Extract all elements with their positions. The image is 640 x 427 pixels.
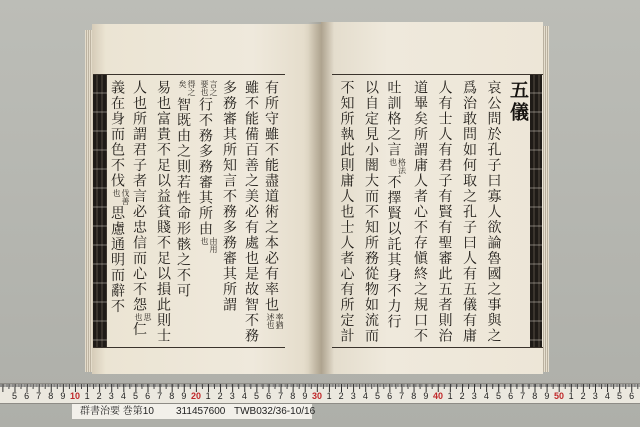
main-text: 有所守雖不能盡道術之本必有率也 [263,80,279,313]
ruler-label: 9 [544,391,550,401]
left-page-text [108,80,284,344]
ruler-label: 8 [411,391,417,401]
ruler-label: 7 [157,391,163,401]
interlinear-note: 格法也 [388,157,407,174]
main-text: 哀公問於孔子曰寡人欲論魯國之事與之 [485,80,502,344]
ruler-label: 5 [374,391,381,401]
ruler-label: 1 [568,391,574,401]
ruler-label: 9 [181,391,187,401]
measuring-ruler [0,383,640,404]
interlinear-note: 率猶述也 [266,312,284,329]
ruler-label: 4 [604,391,610,401]
ruler-label: 5 [11,391,18,401]
ruler-label: 10 [69,391,81,401]
text-column [431,80,456,344]
main-text: 不擇賢以託其身不力行 [385,174,402,330]
ruler-label: 2 [96,391,102,401]
main-text: 雖不能備百善之美必有處也是故智不務 [243,80,259,344]
text-column [240,80,262,344]
ruler-label: 4 [483,391,489,401]
text-column [152,80,174,344]
text-column [333,80,358,344]
section-heading-column [505,80,530,344]
text-column [108,80,130,344]
main-text: 人也所謂君子者言必忠信而心不怨 [131,80,147,313]
ruler-label: 3 [471,391,477,401]
text-column [130,80,152,344]
ruler-label: 1 [447,391,453,401]
ruler-label: 6 [145,391,151,401]
ruler-label: 7 [36,391,42,401]
main-text: 行不務多務審其所由 [197,97,213,237]
interlinear-note: 言之要也 [200,80,218,96]
label-title: 群書治要 巻第10 [80,406,154,417]
ruler-label: 50 [553,391,565,401]
ruler-label: 2 [459,391,465,401]
ruler-label: 4 [241,391,247,401]
label-code: TWB032/36-10/16 [234,406,316,417]
text-column [358,80,383,344]
ruler-label: 3 [108,391,114,401]
ruler-label: 20 [190,391,202,401]
ruler-label: 6 [387,391,393,401]
main-text: 義在身而色不伐 [109,80,125,189]
interlinear-note: 得之矣 [178,80,196,96]
left-fold-strip [93,75,107,347]
book-gutter-shadow [308,22,334,374]
ruler-label: 2 [580,391,586,401]
main-text: 思慮通明而辭不 [109,205,125,314]
ruler-label: 40 [432,391,444,401]
ruler-label: 2 [217,391,223,401]
ruler-label: 7 [278,391,284,401]
right-page-text [333,80,529,344]
ruler-label: 8 [169,391,175,401]
interlinear-note: 由用也 [200,236,218,253]
main-text: 人有士人有君子有賢有聖審此五者則治 [436,80,453,344]
ruler-label: 3 [229,391,235,401]
ruler-label: 1 [326,391,332,401]
main-text: 易也富貴不足以益貧賤不足以損此則士 [155,80,171,344]
main-text: 不知所執此則庸人也士人者心有所定計 [338,80,355,344]
ruler-label: 3 [350,391,356,401]
ruler-label: 9 [302,391,308,401]
ruler-label: 9 [423,391,429,401]
text-column [196,80,218,344]
ruler-label: 4 [362,391,368,401]
main-text: 道畢矣所謂庸人者心不存愼終之規口不 [412,80,428,344]
main-text: 以自定見小闇大而不知所務從物如流而 [363,80,379,344]
ruler-label: 5 [253,391,260,401]
ruler-label: 2 [338,391,344,401]
text-column [456,80,481,344]
text-column [480,80,505,344]
ruler-label: 4 [120,391,126,401]
section-heading: 五儀 [507,80,529,124]
text-column [262,80,284,344]
ruler-label: 5 [495,391,502,401]
ruler-label: 9 [60,391,66,401]
text-column [174,80,196,344]
main-text: 爲治敢問如何取之孔子曰人有五儀有庸 [461,80,477,344]
ruler-label: 6 [24,391,30,401]
ruler-label: 7 [520,391,526,401]
interlinear-note: 思也 [134,312,152,321]
text-column [218,80,240,344]
main-text: 仁 [131,321,147,337]
ruler-label: 6 [508,391,514,401]
interlinear-note: 伐善也 [112,188,130,205]
ruler-label: 5 [616,391,623,401]
ruler-label: 3 [592,391,598,401]
ruler-label: 8 [48,391,54,401]
catalogue-label [72,404,316,419]
ruler-label: 6 [266,391,272,401]
text-column [407,80,432,344]
main-text: 智既由之則若性命形骸之不可 [175,97,191,299]
ruler-label: 1 [84,391,90,401]
main-text: 吐訓格之言 [385,80,402,158]
ruler-label: 5 [132,391,139,401]
ruler-label: 8 [290,391,296,401]
main-text: 多務審其所知言不務多務審其所謂 [221,80,237,313]
ruler-label: 1 [205,391,211,401]
text-column [382,80,407,344]
ruler-label: 7 [399,391,405,401]
ruler-label: 30 [311,391,323,401]
ruler-label: 6 [629,391,635,401]
page-stack-right [542,26,549,372]
right-fold-strip [530,75,542,347]
label-id: 311457600 [176,406,226,417]
ruler-label: 8 [532,391,538,401]
